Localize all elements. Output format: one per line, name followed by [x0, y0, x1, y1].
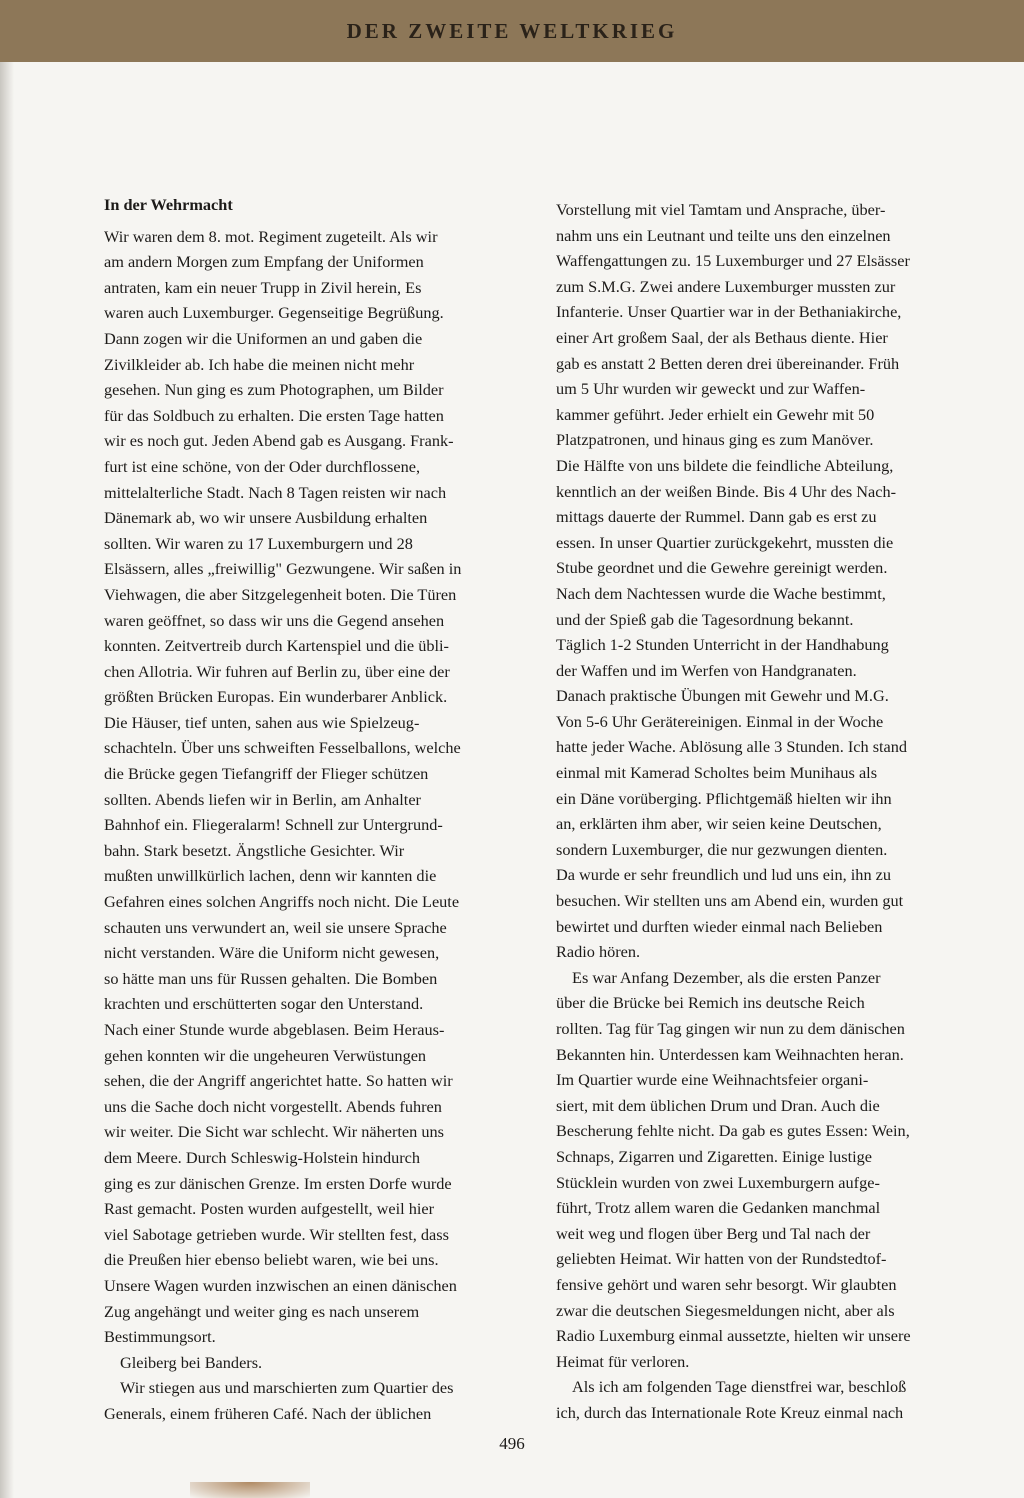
- text-line: waren geöffnet, so dass wir uns die Gegend ansehen: [104, 610, 445, 630]
- text-line: Schnaps, Zigarren und Zigaretten. Einige lustige: [556, 1146, 873, 1166]
- text-line: Dann zogen wir die Uniformen an und gaben die: [104, 328, 423, 348]
- text-line: Die Häuser, tief unten, sahen aus wie Spielzeug-: [104, 712, 420, 732]
- text-line: schachteln. Über uns schweiften Fesselballons, welche: [104, 738, 461, 758]
- text-line: Bekannten hin. Unterdessen kam Weihnachten heran.: [556, 1044, 904, 1064]
- text-line: kammer geführt. Jeder erhielt ein Gewehr mit 50: [556, 404, 875, 424]
- text-line: schauten uns verwundert an, weil sie unsere Sprache: [104, 917, 447, 937]
- text-line: Es war Anfang Dezember, als die ersten Panzer: [572, 967, 881, 987]
- text-line: die Brücke gegen Tiefangriff der Flieger schützen: [104, 764, 429, 784]
- text-line: wir weiter. Die Sicht war schlecht. Wir näherten uns: [104, 1122, 444, 1142]
- text-line: essen. In unser Quartier zurückgekehrt, mussten die: [556, 532, 894, 552]
- text-line: Gleiberg bei Banders.: [120, 1352, 263, 1372]
- text-line: über die Brücke bei Remich ins deutsche Reich: [556, 993, 865, 1013]
- right-text-column: [556, 197, 981, 1426]
- text-line: uns die Sache doch nicht vorgestellt. Abends fuhren: [104, 1096, 442, 1116]
- text-line: nicht verstanden. Wäre die Uniform nicht gewesen,: [104, 943, 440, 963]
- text-line: am andern Morgen zum Empfang der Uniformen: [104, 252, 424, 272]
- text-line: Von 5-6 Uhr Gerätereinigen. Einmal in der Woche: [556, 711, 884, 731]
- text-line: mittags dauerte der Rummel. Dann gab es erst zu: [556, 507, 877, 527]
- text-line: ging es zur dänischen Grenze. Im ersten Dorfe wurde: [104, 1173, 452, 1193]
- text-line: geliebten Heimat. Wir hatten von der Rundstedtof-: [556, 1249, 887, 1269]
- text-line: an, erklärten ihm aber, wir seien keine Deutschen,: [556, 814, 882, 834]
- text-line: für das Soldbuch zu erhalten. Die ersten Tage hatten: [104, 405, 444, 425]
- text-line: besuchen. Wir stellten uns am Abend ein, wurden gut: [556, 891, 904, 911]
- text-line: chen Allotria. Wir fuhren auf Berlin zu, über eine der: [104, 661, 450, 681]
- text-line: Bahnhof ein. Fliegeralarm! Schnell zur Untergrund-: [104, 815, 443, 835]
- text-line: um 5 Uhr wurden wir geweckt und zur Waffen-: [556, 379, 866, 399]
- text-line: Viehwagen, die aber Sitzgelegenheit boten. Die Türen: [104, 584, 457, 604]
- text-line: wir es noch gut. Jeden Abend gab es Ausgang. Frank-: [104, 431, 454, 451]
- text-line: zum S.M.G. Zwei andere Luxemburger mussten zur: [556, 276, 896, 296]
- text-line: Vorstellung mit viel Tamtam und Ansprache, über-: [556, 200, 886, 219]
- page-edge-shadow: [190, 1482, 310, 1498]
- section-heading: In der Wehrmacht: [104, 195, 233, 214]
- text-line: größten Brücken Europas. Ein wunderbarer Anblick.: [104, 687, 448, 707]
- text-line: gehen konnten wir die ungeheuren Verwüstungen: [104, 1045, 427, 1065]
- text-line: Zivilkleider ab. Ich habe die meinen nicht mehr: [104, 354, 415, 374]
- text-line: Zug angehängt und weiter ging es nach unserem: [104, 1301, 420, 1321]
- text-line: waren auch Luxemburger. Gegenseitige Begrüßung.: [104, 303, 444, 323]
- text-line: Generals, einem früheren Café. Nach der üblichen: [104, 1403, 432, 1423]
- left-text-column: [104, 192, 522, 1427]
- text-line: einer Art großem Saal, der als Bethaus diente. Hier: [556, 327, 888, 347]
- text-line: Infanterie. Unser Quartier war in der Bethaniakirche,: [556, 302, 902, 322]
- text-line: sollten. Wir waren zu 17 Luxemburgern und 28: [104, 533, 413, 553]
- text-line: gab es anstatt 2 Betten deren drei übereinander. Früh: [556, 353, 900, 373]
- text-line: Unsere Wagen wurden inzwischen an einen dänischen: [104, 1275, 457, 1295]
- text-line: fensive gehört und waren sehr besorgt. Wir glaubten: [556, 1274, 897, 1294]
- text-line: siert, mit dem üblichen Drum und Dran. Auch die: [556, 1095, 880, 1115]
- text-line: die Preußen hier ebenso beliebt waren, wie bei uns.: [104, 1250, 439, 1270]
- text-line: nahm uns ein Leutnant und teilte uns den einzelnen: [556, 225, 891, 245]
- text-line: ich, durch das Internationale Rote Kreuz einmal nach: [556, 1402, 904, 1422]
- text-line: Dänemark ab, wo wir unsere Ausbildung erhalten: [104, 508, 428, 528]
- text-line: Wir stiegen aus und marschierten zum Quartier des: [120, 1378, 454, 1398]
- text-line: konnten. Zeitvertreib durch Kartenspiel und die übli-: [104, 636, 449, 656]
- text-line: Platzpatronen, und hinaus ging es zum Manöver.: [556, 430, 874, 450]
- text-line: dem Meere. Durch Schleswig-Holstein hindurch: [104, 1147, 421, 1167]
- text-line: Wir waren dem 8. mot. Regiment zugeteilt. Als wir: [104, 226, 438, 246]
- text-line: und der Spieß gab die Tagesordnung bekannt.: [556, 609, 854, 629]
- binding-shadow: [0, 62, 14, 1498]
- text-line: Die Hälfte von uns bildete die feindliche Abteilung,: [556, 455, 894, 475]
- text-line: Heimat für verloren.: [556, 1351, 690, 1371]
- text-line: Radio Luxemburg einmal aussetzte, hielten wir unsere: [556, 1326, 911, 1346]
- text-line: Bestimmungsort.: [104, 1327, 216, 1347]
- text-line: sehen, die der Angriff angerichtet hatte. So hatten wir: [104, 1071, 453, 1091]
- text-line: Gefahren eines solchen Angriffs noch nicht. Die Leute: [104, 892, 460, 912]
- text-line: krachten und erschütterten sogar den Unterstand.: [104, 994, 424, 1014]
- text-line: bahn. Stark besetzt. Ängstliche Gesichter. Wir: [104, 840, 405, 860]
- page-number: 496: [499, 1434, 525, 1453]
- text-line: hatte jeder Wache. Ablösung alle 3 Stunden. Ich stand: [556, 737, 908, 757]
- text-line: Da wurde er sehr freundlich und lud uns ein, ihn zu: [556, 865, 892, 885]
- text-line: führt, Trotz allem waren die Gedanken manchmal: [556, 1198, 881, 1218]
- text-line: zwar die deutschen Siegesmeldungen nicht, aber als: [556, 1300, 895, 1320]
- text-line: gesehen. Nun ging es zum Photographen, um Bilder: [104, 380, 444, 400]
- text-line: Radio hören.: [556, 942, 641, 962]
- text-line: Nach einer Stunde wurde abgeblasen. Beim Heraus-: [104, 1020, 445, 1039]
- text-line: Als ich am folgenden Tage dienstfrei war, beschloß: [572, 1377, 907, 1397]
- text-line: Elsässern, alles „freiwillig" Gezwungene. Wir saßen in: [104, 559, 462, 579]
- text-line: Bescherung fehlte nicht. Da gab es gutes Essen: Wein,: [556, 1121, 910, 1141]
- text-line: Täglich 1-2 Stunden Unterricht in der Handhabung: [556, 635, 889, 655]
- text-line: so hätte man uns für Russen gehalten. Die Bomben: [104, 968, 438, 988]
- text-line: mußten unwillkürlich lachen, denn wir kannten die: [104, 866, 437, 886]
- text-line: bewirtet und durften wieder einmal nach Belieben: [556, 916, 883, 936]
- text-line: sollten. Abends liefen wir in Berlin, am Anhalter: [104, 789, 421, 809]
- text-line: Stücklein wurden von zwei Luxemburgern aufge-: [556, 1172, 880, 1192]
- text-line: sondern Luxemburger, die nur gezwungen dienten.: [556, 839, 888, 859]
- text-line: kenntlich an der weißen Binde. Bis 4 Uhr des Nach-: [556, 481, 897, 501]
- text-line: Nach dem Nachtessen wurde die Wache bestimmt,: [556, 583, 886, 603]
- text-line: mittelalterliche Stadt. Nach 8 Tagen reisten wir nach: [104, 482, 447, 502]
- text-line: Im Quartier wurde eine Weihnachtsfeier organi-: [556, 1070, 869, 1090]
- text-line: ein Däne vorüberging. Pflichtgemäß hielten wir ihn: [556, 788, 892, 808]
- text-line: antraten, kam ein neuer Trupp in Zivil herein, Es: [104, 277, 422, 297]
- text-line: der Waffen und im Werfen von Handgranaten.: [556, 660, 857, 680]
- text-line: Rast gemacht. Posten wurden aufgestellt, weil hier: [104, 1199, 435, 1219]
- text-line: Stube geordnet und die Gewehre gereinigt werden.: [556, 558, 888, 578]
- text-line: viel Sabotage getrieben wurde. Wir stellten fest, dass: [104, 1224, 449, 1244]
- text-line: einmal mit Kamerad Scholtes beim Munihaus als: [556, 763, 878, 783]
- text-line: Danach praktische Übungen mit Gewehr und M.G.: [556, 686, 889, 706]
- text-line: rollten. Tag für Tag gingen wir nun zu dem dänischen: [556, 1019, 905, 1038]
- page-header-title: DER ZWEITE WELTKRIEG: [346, 19, 678, 43]
- text-line: weit weg und flogen über Berg und Tal nach der: [556, 1223, 871, 1243]
- text-line: Waffengattungen zu. 15 Luxemburger und 27 Elsässer: [556, 251, 910, 271]
- text-line: furt ist eine schöne, von der Oder durchflossene,: [104, 456, 421, 476]
